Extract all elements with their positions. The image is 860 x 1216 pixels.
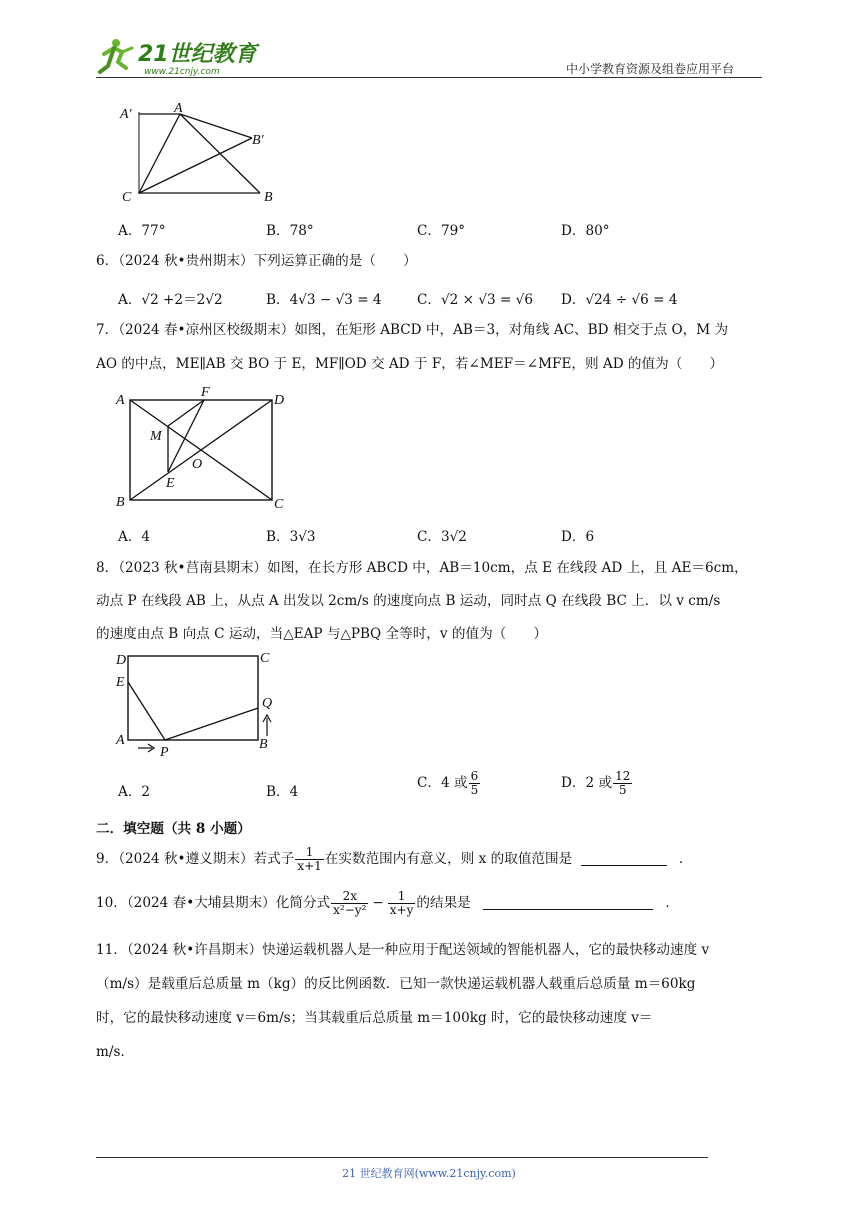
q8-figure	[112, 648, 282, 758]
q7-option-a[interactable]: A．4	[118, 529, 151, 545]
q8-line-3: 的速度由点 B 向点 C 运动，当△EAP 与△PBQ 全等时，v 的值为（ ）	[96, 626, 548, 642]
q7-label-b: B	[116, 495, 125, 510]
q5-option-b[interactable]: B．78°	[266, 223, 314, 239]
q7-label-m: M	[150, 429, 162, 444]
q6-option-c[interactable]: C．√2 × √3 = √6	[417, 292, 533, 308]
q9-prefix: 9．（2024 秋•遵义期末）若式子	[96, 851, 295, 867]
q7-option-d[interactable]: D．6	[561, 529, 595, 545]
site-logo	[96, 34, 261, 80]
q7-option-c[interactable]: C．3√2	[417, 529, 467, 545]
q5-option-a[interactable]: A．77°	[118, 223, 166, 239]
q6-option-a[interactable]: A．√2 +2＝2√2	[118, 292, 223, 308]
q9-answer-blank[interactable]	[581, 852, 667, 866]
q7-label-d: D	[274, 393, 285, 408]
q11-line-4: m/s．	[96, 1044, 135, 1060]
q5-label-c: C	[122, 190, 132, 205]
q8-option-d-fraction: $\frac{12}{5}$	[615, 769, 631, 797]
q7-line-1: 7．（2024 春•凉州区校级期末）如图，在矩形 ABCD 中，AB＝3，对角线 AC、BD 相交于点 O，M 为	[96, 322, 729, 338]
q8-option-b[interactable]: B．4	[266, 784, 299, 800]
q5-option-d[interactable]: D．80°	[561, 223, 610, 239]
q7-label-o: O	[192, 457, 203, 472]
q5-option-c[interactable]: C．79°	[417, 223, 466, 239]
logo-url: www.21cnjy.com	[144, 67, 220, 77]
q7-label-e: E	[166, 476, 175, 491]
q8-option-c[interactable]	[417, 770, 481, 797]
q8-option-c-prefix: C．4 或	[417, 775, 468, 791]
q8-label-b: B	[259, 737, 268, 752]
q7-label-a: A	[116, 393, 125, 408]
q9-line	[96, 846, 692, 873]
q7-label-c: C	[274, 497, 284, 512]
q5-label-b: B	[264, 190, 273, 205]
q9-suffix: 在实数范围内有意义，则 x 的取值范围是	[324, 851, 573, 867]
q8-option-d[interactable]	[561, 770, 633, 797]
q9-fraction: $\frac{1}{x+1}$	[297, 845, 322, 873]
q8-label-c: C	[260, 651, 270, 666]
q5-label-a-prime: A′	[120, 107, 132, 122]
header-divider	[96, 77, 762, 78]
q9-end: ．	[678, 851, 693, 867]
q10-prefix: 10．（2024 春•大埔县期末）化简分式	[96, 895, 331, 911]
q8-label-d: D	[116, 653, 127, 668]
q7-line-2: AO 的中点，ME∥AB 交 BO 于 E，MF∥OD 交 AD 于 F，若∠MEF＝∠MFE，则 AD 的值为（ ）	[96, 356, 724, 372]
q11-line-2: （m/s）是载重后总质量 m（kg）的反比例函数．已知一款快递运载机器人载重后总质量 m＝60kg	[96, 976, 696, 992]
logo-title: 21世纪教育	[138, 42, 257, 67]
q7-label-f: F	[201, 385, 210, 400]
footer-divider	[96, 1157, 708, 1158]
q10-line	[96, 890, 679, 917]
q11-line-1: 11．（2024 秋•许昌期末）快递运载机器人是一种应用于配送领域的智能机器人，它的最快移动速度 v	[96, 942, 710, 958]
q6-stem: 6．（2024 秋•贵州期末）下列运算正确的是（ ）	[96, 253, 417, 269]
q10-end: ．	[665, 895, 680, 911]
q8-label-p: P	[160, 745, 169, 758]
q10-minus: −	[372, 895, 384, 911]
q8-option-a[interactable]: A．2	[118, 784, 151, 800]
q8-line-1: 8．（2023 秋•莒南县期末）如图，在长方形 ABCD 中，AB＝10cm，点 E 在线段 AD 上，且 AE＝6cm，	[96, 560, 748, 576]
q5-label-a: A	[174, 101, 183, 116]
q11-line-3: 时，它的最快移动速度 v＝6m/s；当其载重后总质量 m＝100kg 时，它的最快移动速度 v＝	[96, 1010, 653, 1026]
q8-label-a: A	[116, 733, 125, 748]
q8-label-e: E	[116, 675, 125, 690]
q10-answer-blank[interactable]	[483, 896, 653, 910]
q10-fraction-1: $\frac{2x}{\text{x²−y²}}$	[333, 889, 367, 917]
q8-option-c-fraction: $\frac{6}{5}$	[470, 769, 479, 797]
q7-option-b[interactable]: B．3√3	[266, 529, 316, 545]
q8-line-2: 动点 P 在线段 AB 上，从点 A 出发以 2cm/s 的速度向点 B 运动，同时点 Q 在线段 BC 上．以 v cm/s	[96, 593, 721, 609]
q8-option-d-prefix: D．2 或	[561, 775, 613, 791]
q10-suffix: 的结果是	[416, 895, 471, 911]
q10-fraction-2: $\frac{1}{x+y}$	[389, 889, 414, 917]
runner-logo-icon	[96, 34, 261, 80]
q5-figure	[112, 100, 282, 208]
header-platform-text: 中小学教育资源及组卷应用平台	[566, 62, 735, 76]
footer-site-link[interactable]: 21 世纪教育网(www.21cnjy.com)	[342, 1167, 516, 1180]
section-fill-in-title: 二．填空题（共 8 小题）	[96, 821, 251, 837]
q6-option-b[interactable]: B．4√3 − √3 = 4	[266, 292, 382, 308]
q5-label-b-prime: B′	[252, 133, 264, 148]
q6-option-d[interactable]: D．√24 ÷ √6 = 4	[561, 292, 678, 308]
q8-label-q: Q	[262, 696, 273, 711]
q7-figure	[112, 384, 292, 512]
